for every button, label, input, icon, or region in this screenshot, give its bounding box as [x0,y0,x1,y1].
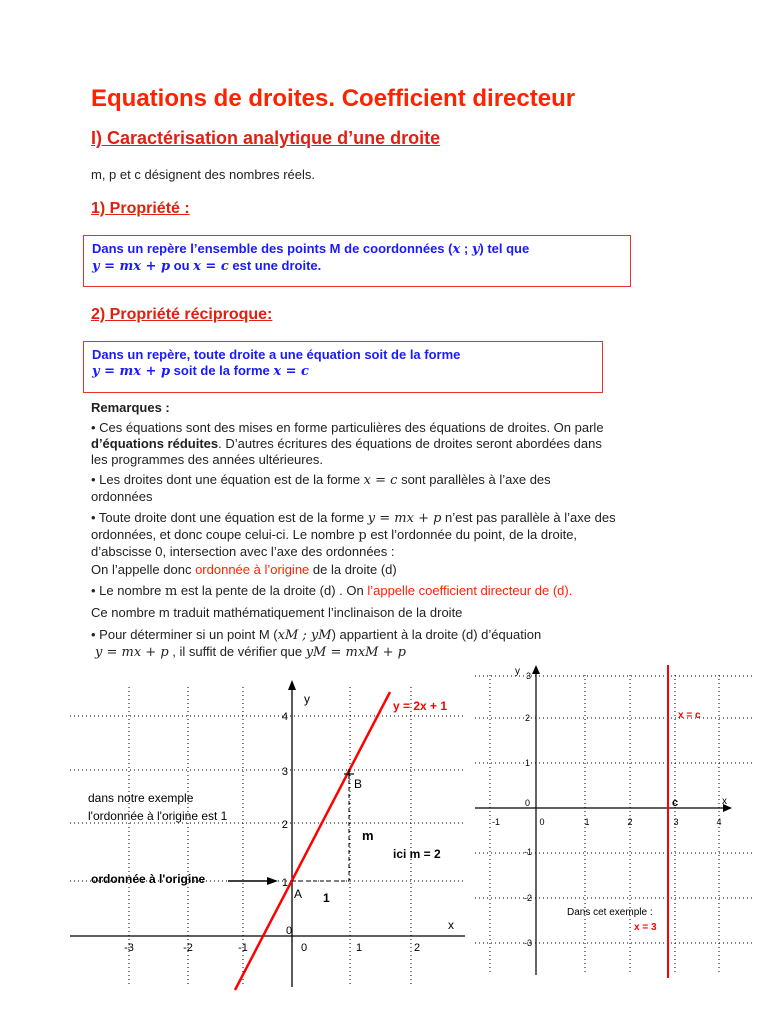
remark-3-text-3: est l’ordonnée du point, de la droite, [366,527,578,542]
equation-x-c: x = c [193,259,229,274]
x-tick: 0 [300,942,308,954]
graph1-origin-label: ordonnée à l'origine [91,872,206,886]
page-title: Equations de droites. Coefficient directeur [91,85,576,112]
y-tick: 4 [281,711,288,723]
remark-2-text-end: sont parallèles à l’axe des [397,472,551,487]
remark-3-text: • Toute droite dont une équation est de la forme [91,510,368,525]
point-coords: xM ; yM [277,628,332,643]
point-b-label: B [354,777,363,791]
y-tick: 3 [525,671,531,681]
graph1-slope-value: ici m = 2 [393,847,441,861]
x-tick: -1 [491,817,501,827]
graph2-x-ticks [492,817,722,827]
remark-5-mid: est la pente de la droite (d) . On [177,583,368,598]
graph1-rise-label: m [362,828,374,843]
graph1-y-label: y [304,692,310,706]
remark-4-end: de la droite (d) [309,562,397,577]
x-tick: 3 [673,817,679,827]
remark-2 [91,472,691,505]
property-line-1 [92,241,622,258]
membership-condition: yM = mxM + p [305,645,406,660]
x-tick: -2 [183,942,193,954]
property-text-end: ) tel que [479,241,530,256]
remark-5-text: • Le nombre [91,583,165,598]
graph-line-slope [60,672,470,992]
x-tick: 0 [539,817,545,827]
p-symbol: p [358,528,367,543]
graph2-note-2: x = 3 [634,922,657,933]
graph-vertical-line [470,660,760,980]
property-line-2 [92,258,622,275]
remark-3-text-2: ordonnées, et donc coupe celui-ci. Le nombre [91,527,359,542]
remark-1-line-1: • Ces équations sont des mises en forme particulières des équations de droites. On parle [91,420,604,435]
equation-y-mx-p: y = mx + p [92,259,171,274]
y-tick: -1 [523,847,532,857]
m-symbol: m [164,584,178,599]
reciprocal-box [83,341,603,393]
remark-3-line-3: d’abscisse 0, intersection avec l’axe des ordonnées : [91,544,395,559]
graph1-x-ticks [124,942,420,954]
remark-7-line-1 [91,627,541,644]
graph2-y-label: y [515,666,520,677]
remark-1 [91,420,691,468]
graph1-origin-arrowhead [267,877,278,885]
y-tick: -3 [523,938,532,948]
graph1-y-arrow [288,680,296,690]
x-tick: 4 [716,817,722,827]
x-tick: 1 [584,817,590,827]
remark-6: Ce nombre m traduit mathématiquement l’inclinaison de la droite [91,605,463,620]
remark-7-text-3: , il suffit de vérifier que [168,644,306,659]
coefficient-directeur-term: l’appelle coefficient directeur de (d). [367,583,573,598]
point-a-label: A [294,887,303,901]
ordonnee-origine-term: ordonnée à l’origine [195,562,310,577]
remark-3-text-end: n’est pas parallèle à l’axe des [441,510,616,525]
property-text: Dans un repère l’ensemble des points M de coordonnées ( [92,241,453,256]
graph1-note-1: dans notre exemple [88,791,194,805]
remark-1-line-3: les programmes des années ultérieures. [91,452,323,467]
graph1-x-label: x [448,918,454,932]
graph2-c-label: c [672,797,679,809]
graph2-y-arrow [532,665,540,674]
remark-3-line-1 [91,510,691,527]
remark-3 [91,510,691,560]
remark-5 [91,583,572,600]
graph1-line-label: y = 2x + 1 [393,699,448,713]
y-tick: 1 [524,758,530,768]
x-tick: -3 [124,942,134,954]
y-tick: 0 [524,798,530,808]
remark-1-rest: . D’autres écritures des équations de droites seront abordées dans [218,436,602,451]
x-tick: -1 [238,942,248,954]
remark-3-line-2 [91,527,691,544]
coord-sep: ; [460,241,472,256]
remark-4-text: On l’appelle donc [91,562,196,577]
remark-2-line-2: ordonnées [91,489,153,504]
remark-7-text: • Pour déterminer si un point M ( [91,627,278,642]
remark-7-text-2: ) appartient à la droite (d) d’équation [331,627,542,642]
remark-2-text: • Les droites dont une équation est de la forme [91,472,364,487]
property-or: ou [170,258,194,273]
remark-4 [91,562,397,578]
remark-2-line-1 [91,472,691,489]
remark-7 [91,627,541,661]
graph1-y-ticks [282,711,288,889]
graph2-x-label: x [722,796,727,807]
section-heading-1: I) Caractérisation analytique d’une droite [91,128,441,148]
reciprocal-or: soit de la forme [170,363,274,378]
coord-y: y [471,242,480,257]
coord-x: x [452,242,461,257]
equation-y-mx-p: y = mx + p [92,364,171,379]
remark-1-line-2 [91,436,691,452]
subheading-propriete: 1) Propriété : [91,200,190,217]
property-box [83,235,631,287]
graph2-y-ticks [524,671,532,948]
equation-y-mx-p: y = mx + p [367,511,442,526]
subheading-reciproque: 2) Propriété réciproque: [91,306,273,323]
graph2-note-1: Dans cet exemple : [567,907,653,918]
x-tick: 1 [355,942,363,954]
equation-x-c: x = c [273,364,309,379]
equation-x-c: x = c [363,473,398,488]
y-tick: 3 [281,766,288,778]
reduced-equations-term: d’équations réduites [91,436,219,451]
graph2-line-label: x = c [678,710,701,721]
graph1-note-2: l'ordonnée à l'origine est 1 [88,809,228,823]
y-tick: -2 [523,893,532,903]
remark-7-line-2 [91,644,541,661]
reciprocal-line-1: Dans un repère, toute droite a une équation soit de la forme [92,347,461,362]
graph1-run-label: 1 [323,891,330,905]
graph1-origin: 0 [286,925,293,937]
y-tick: 2 [281,819,288,831]
x-tick: 2 [413,942,421,954]
equation-y-mx-p: y = mx + p [95,645,169,660]
reciprocal-line-2 [92,363,594,380]
property-conclusion: est une droite. [228,258,322,273]
y-tick: 2 [524,713,530,723]
y-tick: 1 [281,877,288,889]
intro-text: m, p et c désignent des nombres réels. [91,167,316,182]
x-tick: 2 [627,817,633,827]
graph2-grid [475,675,755,975]
remarks-title: Remarques : [91,400,170,415]
